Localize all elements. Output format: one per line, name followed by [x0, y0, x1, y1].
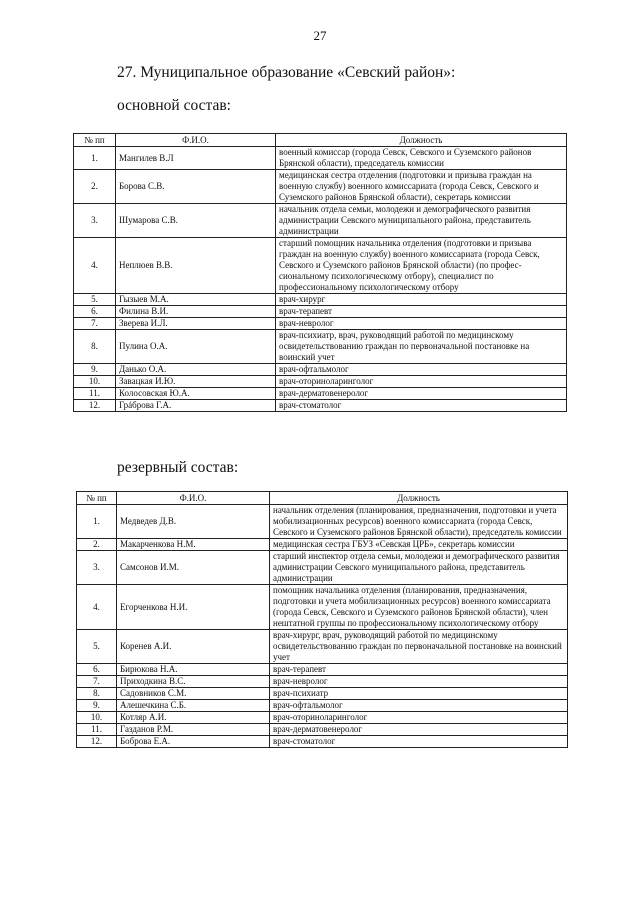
row-number: 1. [77, 505, 117, 539]
table-row [74, 388, 567, 400]
table-row [74, 376, 567, 388]
row-number: 9. [77, 700, 117, 712]
header-position: Должность [276, 134, 567, 147]
row-number: 12. [74, 400, 116, 412]
row-number: 5. [77, 630, 117, 664]
person-position: старший инспектор отдела семьи, молодежи и демографического развития администрации Севского муниципального района, представитель администрации [270, 551, 568, 585]
person-position: врач-оториноларинголог [276, 376, 567, 388]
person-name: Алешечкина С.Б. [117, 700, 270, 712]
main-composition-table [73, 133, 567, 412]
person-position: старший помощник начальника отделения (подготовки и призыва граждан на военную службу) военного комиссариата (города Севск, Севского и Суземского районов Брянской области) (по профес-сиональному психологическому отбору), специалист по профессиональному психологическому отбору [276, 238, 567, 294]
table-row [74, 364, 567, 376]
row-number: 2. [77, 539, 117, 551]
person-name: Боброва Е.А. [117, 736, 270, 748]
table-row [77, 585, 568, 630]
person-name: Пулина О.А. [116, 330, 276, 364]
table-row [74, 147, 567, 170]
main-composition-subtitle: основной состав: [117, 97, 231, 114]
person-position: медицинская сестра ГБУЗ «Севская ЦРБ», секретарь комиссии [270, 539, 568, 551]
table-row [74, 238, 567, 294]
person-name: Колосовская Ю.А. [116, 388, 276, 400]
row-number: 4. [77, 585, 117, 630]
row-number: 10. [74, 376, 116, 388]
row-number: 5. [74, 294, 116, 306]
reserve-composition-subtitle: резервный состав: [117, 459, 239, 476]
person-name: Шумарова С.В. [116, 204, 276, 238]
person-name: Медведев Д.В. [117, 505, 270, 539]
person-name: Приходкина В.С. [117, 676, 270, 688]
row-number: 11. [74, 388, 116, 400]
table-row [74, 400, 567, 412]
person-name: Макарченкова Н.М. [117, 539, 270, 551]
person-name: Борова С.В. [116, 170, 276, 204]
row-number: 4. [74, 238, 116, 294]
person-name: Самсонов И.М. [117, 551, 270, 585]
person-name: Завацкая И.Ю. [116, 376, 276, 388]
person-name: Зверева И.Л. [116, 318, 276, 330]
table-row [74, 294, 567, 306]
person-position: помощник начальника отделения (планирования, предназначения, подготовки и учета мобилизационных ресурсов) военного комиссариата (города Севск, Севского и Суземского районов Брянской области), член нештатной группы по профессиональному психологическому отбору [270, 585, 568, 630]
person-position: врач-невролог [270, 676, 568, 688]
person-name: Гызыев М.А. [116, 294, 276, 306]
person-position: врач-стоматолог [276, 400, 567, 412]
table-row [77, 688, 568, 700]
row-number: 3. [77, 551, 117, 585]
row-number: 2. [74, 170, 116, 204]
person-position: врач-офтальмолог [276, 364, 567, 376]
table-header-row [74, 134, 567, 147]
row-number: 11. [77, 724, 117, 736]
person-name: Филина В.И. [116, 306, 276, 318]
row-number: 6. [74, 306, 116, 318]
person-name: Мангилев В.Л [116, 147, 276, 170]
header-name: Ф.И.О. [117, 492, 270, 505]
table-row [77, 539, 568, 551]
person-name: Коренев А.И. [117, 630, 270, 664]
row-number: 7. [77, 676, 117, 688]
table-row [74, 318, 567, 330]
person-name: Грáброва Г.А. [116, 400, 276, 412]
table-row [74, 330, 567, 364]
reserve-composition-table [76, 491, 568, 748]
page-number: 27 [313, 28, 327, 43]
table-row [74, 204, 567, 238]
person-name: Данько О.А. [116, 364, 276, 376]
header-num: № пп [77, 492, 117, 505]
row-number: 1. [74, 147, 116, 170]
person-position: врач-хирург [276, 294, 567, 306]
table-row [77, 551, 568, 585]
table-header-row [77, 492, 568, 505]
table-row [77, 724, 568, 736]
person-position: врач-хирург, врач, руководящий работой по медицинскому освидетельствованию граждан по первоначальной постановке на воинский учет [270, 630, 568, 664]
person-position: врач-оториноларинголог [270, 712, 568, 724]
section-title: 27. Муниципальное образование «Севский район»: [117, 64, 456, 81]
table-row [77, 505, 568, 539]
person-position: врач-стоматолог [270, 736, 568, 748]
table-row [77, 664, 568, 676]
row-number: 6. [77, 664, 117, 676]
person-position: врач-офтальмолог [270, 700, 568, 712]
row-number: 8. [74, 330, 116, 364]
row-number: 7. [74, 318, 116, 330]
table-row [77, 630, 568, 664]
table-row [77, 736, 568, 748]
table-row [74, 306, 567, 318]
row-number: 10. [77, 712, 117, 724]
row-number: 9. [74, 364, 116, 376]
person-position: врач-дерматовенеролог [276, 388, 567, 400]
person-position: врач-невролог [276, 318, 567, 330]
table-row [77, 712, 568, 724]
person-name: Неплюев В.В. [116, 238, 276, 294]
person-position: врач-психиатр [270, 688, 568, 700]
person-position: медицинская сестра отделения (подготовки и призыва граждан на военную службу) военного комиссариата (города Севск, Севского и Суземского районов Брянской области), секретарь комиссии [276, 170, 567, 204]
row-number: 3. [74, 204, 116, 238]
person-position: врач-психиатр, врач, руководящий работой по медицинскому освидетельствованию граждан по первоначальной постановке на воинский учет [276, 330, 567, 364]
person-name: Котляр А.И. [117, 712, 270, 724]
header-position: Должность [270, 492, 568, 505]
table-row [74, 170, 567, 204]
person-position: военный комиссар (города Севск, Севского и Суземского районов Брянской области), председатель комиссии [276, 147, 567, 170]
row-number: 8. [77, 688, 117, 700]
person-name: Егорченкова Н.И. [117, 585, 270, 630]
person-position: начальник отдела семьи, молодежи и демографического развития администрации Севского муниципального района, представитель администрации [276, 204, 567, 238]
table-row [77, 700, 568, 712]
person-position: врач-дерматовенеролог [270, 724, 568, 736]
person-name: Садовников С.М. [117, 688, 270, 700]
header-num: № пп [74, 134, 116, 147]
person-name: Бирюкова Н.А. [117, 664, 270, 676]
person-position: врач-терапевт [276, 306, 567, 318]
row-number: 12. [77, 736, 117, 748]
table-row [77, 676, 568, 688]
header-name: Ф.И.О. [116, 134, 276, 147]
person-position: начальник отделения (планирования, предназначения, подготовки и учета мобилизационных ресурсов) военного комиссариата (города Севск, Севского и Суземского районов Брянской области), председатель комиссии [270, 505, 568, 539]
person-name: Газданов Р.М. [117, 724, 270, 736]
person-position: врач-терапевт [270, 664, 568, 676]
